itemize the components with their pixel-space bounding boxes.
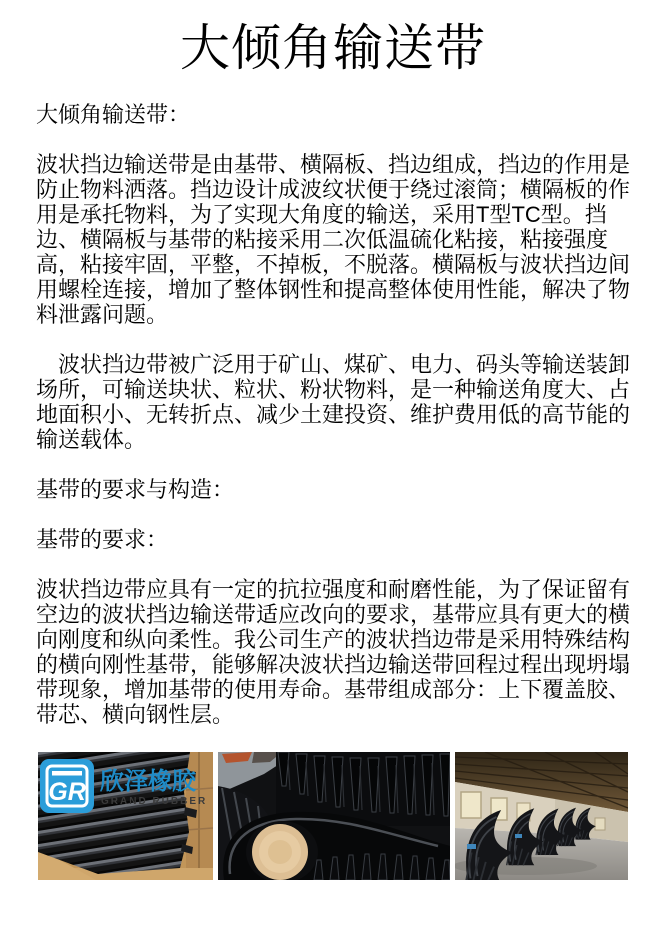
product-photo-warehouse bbox=[455, 752, 628, 880]
paragraph-intro-label: 大倾角输送带： bbox=[36, 102, 191, 127]
sidewall-fins-bottom bbox=[314, 854, 450, 880]
product-photo-belt-loop bbox=[218, 752, 450, 880]
paragraph-composition: 波状挡边输送带是由基带、横隔板、挡边组成，挡边的作用是防止物料洒落。挡边设计成波纹状便于绕过滚筒；横隔板的作用是承托物料，为了实现大角度的输送，采用T型TC型。挡边、横隔板与基带的粘接采用二次低温硫化粘接，粘接强度高，粘接牢固，平整，不掉板，不脱落。横隔板与波状挡边间用螺栓连接，增加了整体钢性和提高整体使用性能，解决了物料泄露问题。 bbox=[36, 152, 631, 327]
logo-monogram: GR bbox=[48, 778, 86, 806]
grand-rubber-logo bbox=[40, 759, 207, 813]
product-image-gallery bbox=[38, 752, 633, 880]
paragraph-applications: 波状挡边带被广泛用于矿山、煤矿、电力、码头等输送装卸场所，可输送块状、粒状、粉状物料，是一种输送角度大、占地面积小、无转折点、减少土建投资、维护费用低的高节能的输送载体。 bbox=[36, 352, 631, 452]
logo-name-en: GRAND RUBBER bbox=[101, 796, 208, 807]
blue-tag bbox=[467, 844, 476, 849]
heading-base-belt-requirements-structure: 基带的要求与构造： bbox=[36, 477, 235, 502]
article-body bbox=[36, 102, 633, 880]
paragraph-base-belt-details: 波状挡边带应具有一定的抗拉强度和耐磨性能，为了保证留有空边的波状挡边输送带适应改向的要求，基带应具有更大的横向刚度和纵向柔性。我公司生产的波状挡边带是采用特殊结构的横向刚性基带，能够解决波状挡边输送带回程过程出现坍塌带现象，增加基带的使用寿命。基带组成部分：上下覆盖胶、带芯、横向钢性层。 bbox=[36, 577, 631, 727]
heading-base-belt-requirements: 基带的要求： bbox=[36, 527, 169, 552]
page-title: 大倾角输送带 bbox=[180, 20, 486, 76]
product-photo-belt-closeup-logo bbox=[38, 752, 213, 880]
logo-name-cn: 欣泽橡胶 bbox=[100, 768, 196, 795]
